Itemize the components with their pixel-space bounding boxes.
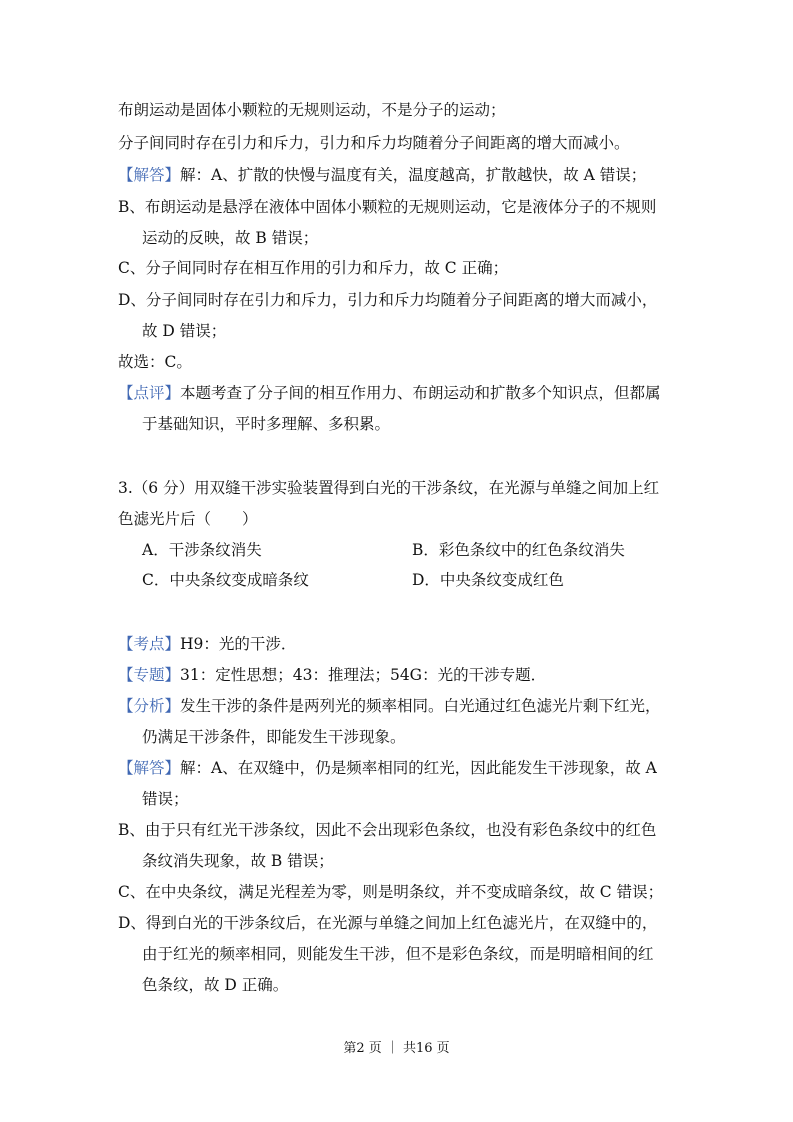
comment-text: 本题考查了分子间的相互作用力、布朗运动和扩散多个知识点，但都属 <box>180 384 661 402</box>
jieda-paragraph <box>118 758 657 778</box>
text-line: 条纹消失现象，故 B 错误； <box>142 852 334 870</box>
kaodian-tag: 【考点】 <box>118 635 181 653</box>
answer-text: 解：A、扩散的快慢与温度有关，温度越高，扩散越快，故 A 错误； <box>180 166 647 184</box>
page-footer: 第2 页 ｜ 共16 页 <box>343 1041 450 1056</box>
text-line: 由于红光的频率相同，则能发生干涉，但不是彩色条纹，而是明暗相间的红 <box>142 945 654 963</box>
comment-paragraph <box>118 383 661 403</box>
option-d: D．中央条纹变成红色 <box>412 571 564 589</box>
text-line: D、得到白光的干涉条纹后，在光源与单缝之间加上红色滤光片，在双缝中的， <box>118 914 658 932</box>
choice-line: 故选：C。 <box>118 353 192 371</box>
jieda-tag: 【解答】 <box>118 759 181 777</box>
text-line: B、布朗运动是悬浮在液体中固体小颗粒的无规则运动，它是液体分子的不规则 <box>118 198 657 216</box>
fenxi-paragraph <box>118 696 661 716</box>
text-line: C、在中央条纹，满足光程差为零，则是明条纹，并不变成暗条纹，故 C 错误； <box>118 883 664 901</box>
zhuanti-tag: 【专题】 <box>118 666 181 684</box>
kaodian-text: H9：光的干涉． <box>180 635 297 653</box>
zhuanti-paragraph <box>118 665 546 685</box>
answer-paragraph <box>118 165 646 185</box>
text-line: B、由于只有红光干涉条纹，因此不会出现彩色条纹，也没有彩色条纹中的红色 <box>118 821 657 839</box>
question-stem: 3.（6 分）用双缝干涉实验装置得到白光的干涉条纹，在光源与单缝之间加上红 <box>118 479 660 497</box>
text-line: D、分子间同时存在引力和斥力，引力和斥力均随着分子间距离的增大而减小， <box>118 291 658 309</box>
fenxi-tag: 【分析】 <box>118 697 181 715</box>
text-line: 分子间同时存在引力和斥力，引力和斥力均随着分子间距离的增大而减小。 <box>118 134 630 152</box>
comment-tag: 【点评】 <box>118 384 181 402</box>
text-line: C、分子间同时存在相互作用的引力和斥力，故 C 正确； <box>118 259 509 277</box>
fenxi-text: 发生干涉的条件是两列光的频率相同。白光通过红色滤光片剩下红光， <box>180 697 661 715</box>
text-line: 故 D 错误； <box>142 322 227 340</box>
text-line: 于基础知识，平时多理解、多积累。 <box>142 415 391 433</box>
option-a: A．干涉条纹消失 <box>142 541 262 559</box>
text-line: 布朗运动是固体小颗粒的无规则运动，不是分子的运动； <box>118 101 506 119</box>
zhuanti-text: 31：定性思想；43：推理法；54G：光的干涉专题． <box>180 666 547 684</box>
question-stem: 色滤光片后（ ） <box>118 510 258 528</box>
text-line: 色条纹，故 D 正确。 <box>142 976 289 994</box>
kaodian-paragraph <box>118 634 296 654</box>
jieda-text: 解：A、在双缝中，仍是频率相同的红光，因此能发生干涉现象，故 A <box>180 759 657 777</box>
text-line: 错误； <box>142 790 189 808</box>
option-c: C．中央条纹变成暗条纹 <box>142 571 309 589</box>
text-line: 仍满足干涉条件，即能发生干涉现象。 <box>142 728 406 746</box>
answer-tag: 【解答】 <box>118 166 181 184</box>
option-b: B．彩色条纹中的红色条纹消失 <box>412 541 625 559</box>
text-line: 运动的反映，故 B 错误； <box>142 229 319 247</box>
